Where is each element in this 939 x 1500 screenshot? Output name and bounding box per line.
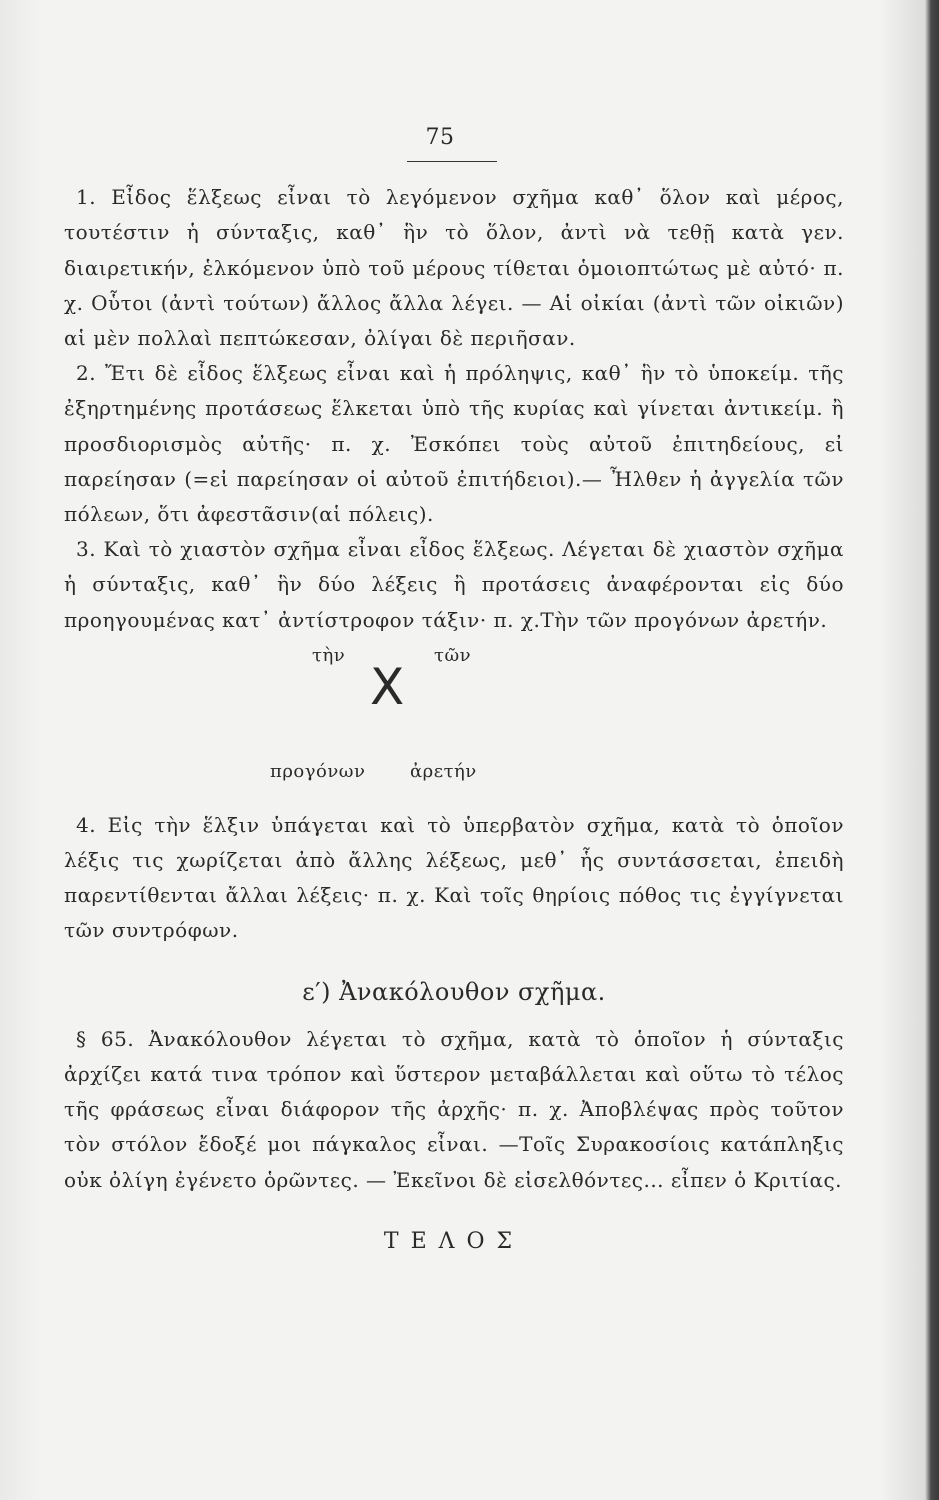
page-number: 75	[425, 125, 455, 150]
chiasm-bottom-right: ἀρετήν	[410, 760, 477, 782]
chiasm-bottom-left: προγόνων	[270, 760, 366, 782]
end-word: ΤΕΛΟΣ	[383, 1228, 525, 1254]
paragraph-2: 2. Ἔτι δὲ εἶδος ἕλξεως εἶναι καὶ ἡ πρόληψις, καθ᾽ ἣν τὸ ὑποκείμ. τῆς ἐξηρτημένης προτάσεως ἕλκεται ὑπὸ τῆς κυρίας καὶ γίνεται ἀντικείμ. ἢ προσδιορισμὸς αὐτῆς· π. χ. Ἐσκόπει τοὺς αὐτοῦ ἐπιτηδείους, εἰ παρείησαν (=εἰ παρείησαν οἱ αὐτοῦ ἐπιτήδειοι).— Ἦλθεν ἡ ἀγγελία τῶν πόλεων, ὅτι ἀφεστᾶσιν(αἱ πόλεις).	[64, 361, 844, 527]
chiasm-diagram	[64, 638, 844, 808]
page-number-rule	[407, 161, 497, 162]
section-paragraph: § 65. Ἀνακόλουθον λέγεται τὸ σχῆμα, κατὰ τὸ ὁποῖον ἡ σύνταξις ἀρχίζει κατά τινα τρόπον καὶ ὕστερον μεταβάλλεται καὶ οὕτω τὸ τέλος τῆς φράσεως εἶναι διάφορον τῆς ἀρχῆς· π. χ. Ἀποβλέψας πρὸς τοῦτον τὸν στόλον ἔδοξέ μοι πάγκαλος εἶναι. —Τοῖς Συρακοσίοις κατάπληξις οὐκ ὀλίγη ἐγένετο ὁρῶντες. — Ἐκεῖνοι δὲ εἰσελθόντες... εἶπεν ὁ Κριτίας.	[64, 1026, 844, 1192]
page-text	[64, 120, 844, 1259]
chiasm-cross: X	[370, 657, 405, 716]
chiasm-top-right: τῶν	[434, 644, 472, 666]
chiasm-top-left: τὴν	[312, 644, 346, 666]
paragraph-3: 3. Καὶ τὸ χιαστὸν σχῆμα εἶναι εἶδος ἕλξεως. Λέγεται δὲ χιαστὸν σχῆμα ἡ σύνταξις, καθ᾽ ἣν δύο λέξεις ἢ προτάσεις ἀναφέρονται εἰς δύο προηγουμένας κατ᾽ ἀντίστροφον τάξιν· π. χ.Τὴν τῶν προγόνων ἀρετήν.	[64, 537, 844, 632]
section-heading: ε′) Ἀνακόλουθον σχῆμα.	[302, 977, 606, 1006]
paragraph-4: 4. Εἰς τὴν ἕλξιν ὑπάγεται καὶ τὸ ὑπερβατὸν σχῆμα, κατὰ τὸ ὁποῖον λέξις τις χωρίζεται ἀπὸ ἄλλης λέξεως, μεθ᾽ ἧς συντάσσεται, ἐπειδὴ παρεντίθενται ἄλλαι λέξεις· π. χ. Καὶ τοῖς θηρίοις πόθος τις ἐγγίγνεται τῶν συντρόφων.	[64, 812, 844, 943]
paragraph-1: 1. Εἶδος ἕλξεως εἶναι τὸ λεγόμενον σχῆμα καθ᾽ ὅλον καὶ μέρος, τουτέστιν ἡ σύνταξις, καθ᾽ ἣν τὸ ὅλον, ἀντὶ νὰ τεθῇ κατὰ γεν. διαιρετικήν, ἑλκόμενον ὑπὸ τοῦ μέρους τίθεται ὁμοιοπτώτως μὲ αὐτό· π. χ. Οὗτοι (ἀντὶ τούτων) ἄλλος ἄλλα λέγει. — Αἱ οἰκίαι (ἀντὶ τῶν οἰκιῶν) αἱ μὲν πολλαὶ πεπτώκεσαν, ὀλίγαι δὲ περιῆσαν.	[64, 185, 844, 351]
